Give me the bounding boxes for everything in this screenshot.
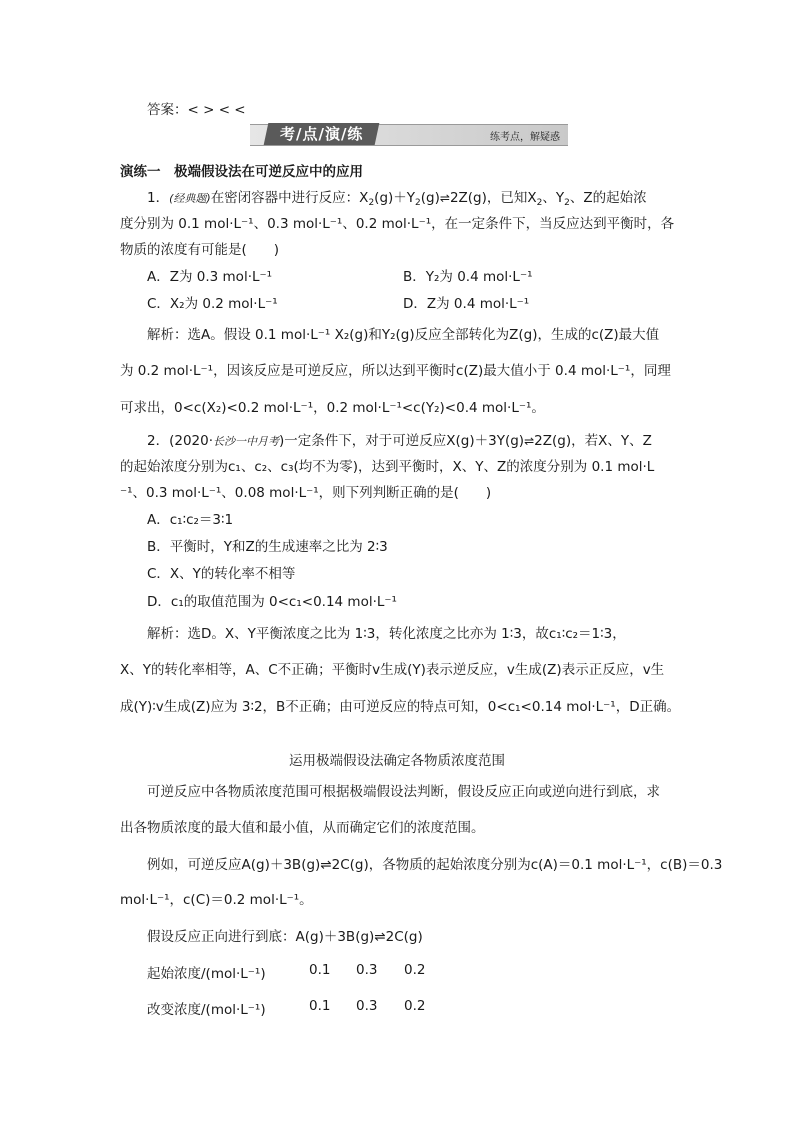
q1-option-d: D．Z为 0.4 mol·L⁻¹ bbox=[403, 296, 530, 312]
row-value-a: 0.1 bbox=[309, 962, 331, 978]
q2-solution-1: 解析：选D。X、Y平衡浓度之比为 1∶3，转化浓度之比亦为 1∶3，故c₁∶c₂＝1∶3， bbox=[147, 626, 626, 642]
method-title: 运用极端假设法确定各物质浓度范围 bbox=[289, 753, 505, 769]
q2-line1: 2．(2020·长沙一中月考)一定条件下，对于可逆反应X(g)＋3Y(g)⇌2Z(g)，若X、Y、Z bbox=[147, 433, 652, 449]
assumption-line: 假设反应正向进行到底：A(g)＋3B(g)⇌2C(g) bbox=[147, 929, 423, 945]
method-paragraph-1: 可逆反应中各物质浓度范围可根据极端假设法判断，假设反应正向或逆向进行到底，求 bbox=[147, 784, 660, 800]
q2-option-c: C．X、Y的转化率不相等 bbox=[147, 566, 296, 582]
banner-subtitle: 练考点，解疑惑 bbox=[490, 132, 560, 143]
row-label: 起始浓度/(mol·L⁻¹) bbox=[147, 966, 266, 982]
q2-line3: ⁻¹、0.3 mol·L⁻¹、0.08 mol·L⁻¹，则下列判断正确的是( ) bbox=[120, 485, 492, 501]
q1-solution-2: 为 0.2 mol·L⁻¹，因该反应是可逆反应，所以达到平衡时c(Z)最大值小于 0.4 mol·L⁻¹，同理 bbox=[120, 363, 671, 379]
row-value-c: 0.2 bbox=[404, 998, 426, 1014]
q2-solution-3: 成(Y)∶v生成(Z)应为 3∶2，B不正确；由可逆反应的特点可知，0<c₁<0.14 mol·L⁻¹，D正确。 bbox=[120, 699, 681, 715]
row-value-c: 0.2 bbox=[404, 962, 426, 978]
q1-solution-3: 可求出，0<c(X₂)<0.2 mol·L⁻¹，0.2 mol·L⁻¹<c(Y₂)<0.4 mol·L⁻¹。 bbox=[120, 400, 545, 416]
q2-option-d: D．c₁的取值范围为 0<c₁<0.14 mol·L⁻¹ bbox=[147, 594, 397, 610]
method-paragraph-2: 出各物质浓度的最大值和最小值，从而确定它们的浓度范围。 bbox=[120, 820, 485, 836]
q2-option-a: A．c₁∶c₂＝3∶1 bbox=[147, 512, 234, 528]
q1-line2: 度分别为 0.1 mol·L⁻¹、0.3 mol·L⁻¹、0.2 mol·L⁻¹，在一定条件下，当反应达到平衡时，各 bbox=[120, 216, 675, 232]
exercise-title: 演练一 极端假设法在可逆反应中的应用 bbox=[120, 164, 363, 180]
q1-line3: 物质的浓度有可能是( ) bbox=[120, 242, 280, 258]
q1-option-b: B．Y₂为 0.4 mol·L⁻¹ bbox=[403, 269, 533, 285]
q2-line2: 的起始浓度分别为c₁、c₂、c₃(均不为零)，达到平衡时，X、Y、Z的浓度分别为 0.1 mol·L bbox=[120, 459, 655, 475]
answer-line: 答案：< > < < bbox=[147, 102, 246, 118]
example-line-1: 例如，可逆反应A(g)＋3B(g)⇌2C(g)，各物质的起始浓度分别为c(A)＝0.1 mol·L⁻¹，c(B)＝0.3 bbox=[147, 857, 723, 873]
q1-option-a: A．Z为 0.3 mol·L⁻¹ bbox=[147, 269, 273, 285]
row-value-b: 0.3 bbox=[356, 962, 378, 978]
row-label: 改变浓度/(mol·L⁻¹) bbox=[147, 1002, 266, 1018]
banner-title: 考/点/演/练 bbox=[264, 123, 380, 145]
q1-option-c: C．X₂为 0.2 mol·L⁻¹ bbox=[147, 296, 278, 312]
q2-option-b: B．平衡时，Y和Z的生成速率之比为 2∶3 bbox=[147, 539, 388, 555]
section-banner bbox=[250, 124, 568, 146]
q2-solution-2: X、Y的转化率相等，A、C不正确；平衡时v生成(Y)表示逆反应，v生成(Z)表示正反应，v生 bbox=[120, 662, 665, 678]
row-value-b: 0.3 bbox=[356, 998, 378, 1014]
q1-line1: 1．(经典题)在密闭容器中进行反应：$X_2(g)+Y_2(g)\rightleftharpoons 2Z(g)$，已知$X_2$、$Y_2$、Z的起始浓 bbox=[147, 190, 647, 208]
q1-solution-1: 解析：选A。假设 0.1 mol·L⁻¹ X₂(g)和Y₂(g)反应全部转化为Z(g)，生成的c(Z)最大值 bbox=[147, 327, 660, 343]
row-value-a: 0.1 bbox=[309, 998, 331, 1014]
example-line-2: mol·L⁻¹，c(C)＝0.2 mol·L⁻¹。 bbox=[120, 892, 313, 908]
